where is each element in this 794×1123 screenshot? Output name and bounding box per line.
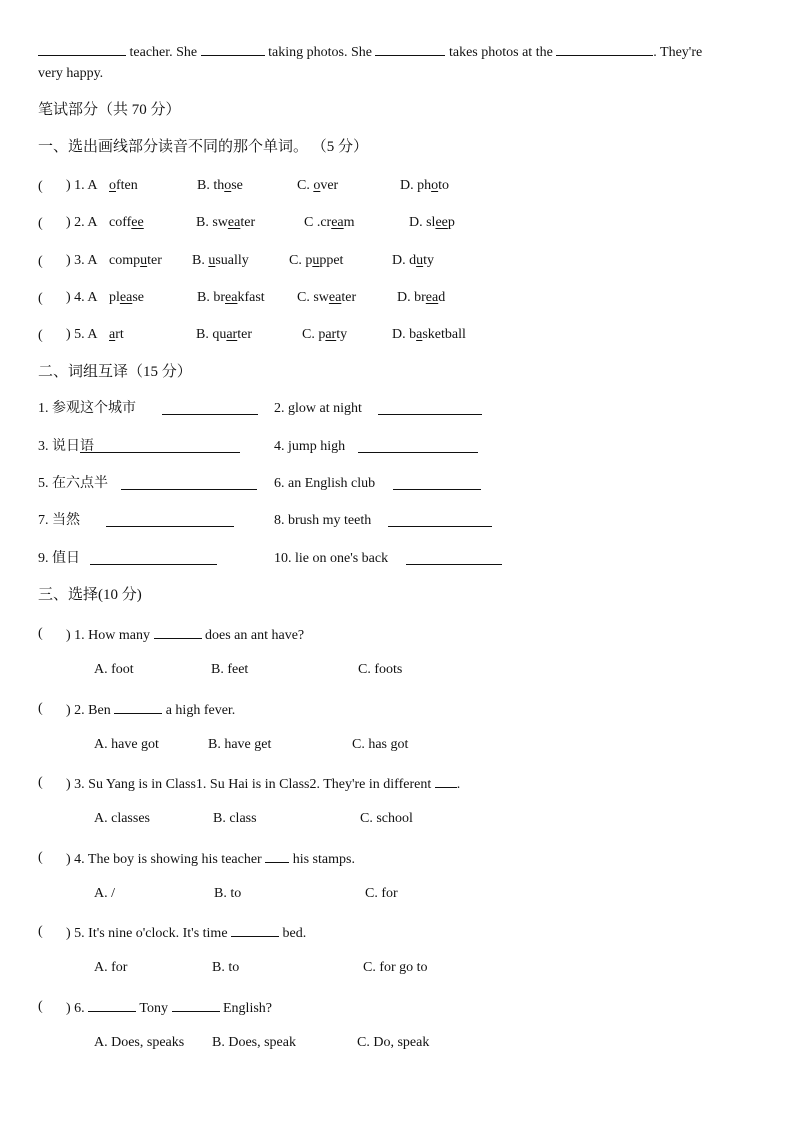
answer-blank[interactable] <box>378 414 482 415</box>
word-text: C. p <box>302 327 326 342</box>
underlined-letters: u <box>312 253 320 268</box>
answer-blank[interactable] <box>172 999 220 1012</box>
answer-paren[interactable]: ( <box>38 701 43 716</box>
underlined-letters: a <box>109 327 116 342</box>
option-a <box>109 179 138 193</box>
section-2-title: 二、词组互译（15 分） <box>38 364 192 380</box>
question-stem <box>66 626 304 643</box>
word-text: D. sl <box>409 215 436 230</box>
underlined-letters: ea <box>331 215 344 230</box>
answer-paren[interactable]: ( <box>38 179 43 194</box>
phrase-text: 3. 说日语 <box>38 439 94 454</box>
underlined-letters: ee <box>131 215 144 230</box>
option-b <box>197 179 243 193</box>
word-text: se <box>132 290 144 305</box>
option-a <box>109 216 144 230</box>
phrase-text: 9. 值日 <box>38 551 80 566</box>
answer-blank[interactable] <box>406 564 502 565</box>
stem-text: ) 6. <box>66 1001 85 1016</box>
option-c <box>297 291 356 305</box>
option-d <box>397 291 445 305</box>
underlined-letters: ar <box>226 327 238 342</box>
option-b <box>192 254 249 268</box>
option-d <box>392 328 466 342</box>
word-text: sually <box>215 253 249 268</box>
option-a <box>109 254 162 268</box>
stem-text: . <box>456 777 461 792</box>
top-text: teacher. She <box>129 45 198 60</box>
top-text: takes photos at the <box>448 45 553 60</box>
underlined-letters: u <box>208 253 216 268</box>
answer-paren[interactable]: ( <box>38 254 43 269</box>
word-text: to <box>438 178 450 193</box>
word-text: pl <box>109 290 120 305</box>
option-a[interactable]: A. have got <box>94 737 159 752</box>
answer-blank[interactable] <box>154 626 202 639</box>
word-text: D. b <box>392 327 417 342</box>
option-a[interactable]: A. foot <box>94 662 134 677</box>
answer-blank[interactable] <box>201 43 265 56</box>
stem-text: ) 3. Su Yang is in Class1. Su Hai is in Class2. They're in different <box>66 777 432 792</box>
option-b[interactable]: B. have get <box>208 737 272 752</box>
option-c <box>297 179 338 193</box>
word-text: C .cr <box>304 215 332 230</box>
answer-blank[interactable] <box>90 564 217 565</box>
word-text: ty <box>423 253 435 268</box>
option-c[interactable]: C. Do, speak <box>357 1035 430 1050</box>
translation-item <box>274 402 362 416</box>
translation-item <box>38 402 136 416</box>
phrase-text: 1. 参观这个城市 <box>38 401 136 416</box>
answer-paren[interactable]: ( <box>38 291 43 306</box>
option-b[interactable]: B. Does, speak <box>212 1035 296 1050</box>
option-a[interactable]: A. for <box>94 960 128 975</box>
option-c[interactable]: C. foots <box>358 662 403 677</box>
stem-text: does an ant have? <box>205 628 305 643</box>
option-d <box>400 179 449 193</box>
underlined-letters: ee <box>435 215 448 230</box>
word-text: B. br <box>197 290 225 305</box>
word-text: se <box>231 178 243 193</box>
stem-text: ) 1. How many <box>66 628 150 643</box>
word-text: C. sw <box>297 290 329 305</box>
phrase-text: 7. 当然 <box>38 513 80 528</box>
word-text: ften <box>116 178 138 193</box>
phrase-text: 8. brush my teeth <box>274 513 372 528</box>
answer-blank[interactable] <box>106 526 234 527</box>
option-c[interactable]: C. has got <box>352 737 409 752</box>
top-line-2: very happy. <box>38 66 104 81</box>
question-stem <box>66 999 272 1016</box>
answer-paren[interactable]: ( <box>38 850 43 865</box>
word-text: coff <box>109 215 132 230</box>
option-a <box>109 291 144 305</box>
option-d <box>409 216 455 230</box>
option-a[interactable]: A. Does, speaks <box>94 1035 185 1050</box>
option-c[interactable]: C. for go to <box>363 960 428 975</box>
word-text: d <box>438 290 446 305</box>
stem-text: ) 2. Ben <box>66 703 111 718</box>
question-stem <box>66 701 235 718</box>
stem-text: ) 4. The boy is showing his teacher <box>66 852 262 867</box>
answer-paren[interactable]: ( <box>38 328 43 343</box>
section-1-title: 一、选出画线部分读音不同的那个单词。 （5 分） <box>38 139 369 155</box>
underlined-letters: ea <box>227 215 241 230</box>
underlined-letters: o <box>224 178 232 193</box>
question-stem <box>66 775 460 792</box>
option-c[interactable]: C. for <box>365 886 398 901</box>
underlined-letters: a <box>416 327 423 342</box>
answer-blank[interactable] <box>231 924 279 937</box>
translation-item <box>38 514 80 528</box>
option-a <box>109 328 124 342</box>
translation-item <box>274 477 375 491</box>
phrase-text: 4. jump high <box>274 439 346 454</box>
phrase-text: 10. lie on one's back <box>274 551 389 566</box>
translation-item <box>274 440 345 454</box>
option-b[interactable]: B. feet <box>211 662 249 677</box>
answer-blank[interactable] <box>80 452 240 453</box>
stem-text: Tony <box>139 1001 168 1016</box>
translation-item <box>38 477 108 491</box>
underlined-letters: o <box>109 178 116 193</box>
answer-paren[interactable]: ( <box>38 924 43 939</box>
answer-paren[interactable]: ( <box>38 999 43 1014</box>
underlined-letters: ea <box>119 290 133 305</box>
option-b[interactable]: B. to <box>214 886 242 901</box>
translation-item <box>274 514 371 528</box>
phrase-text: 5. 在六点半 <box>38 476 108 491</box>
word-text: C. p <box>289 253 313 268</box>
answer-blank[interactable] <box>556 43 653 56</box>
word-text: ter <box>341 290 357 305</box>
question-number: ) 2. A <box>66 215 98 230</box>
question-number: ) 3. A <box>66 253 98 268</box>
option-b[interactable]: B. class <box>213 811 257 826</box>
word-text: rt <box>115 327 124 342</box>
answer-blank[interactable] <box>393 489 481 490</box>
word-text: C. <box>297 178 314 193</box>
phrase-text: 6. an English club <box>274 476 376 491</box>
underlined-letters: u <box>140 253 148 268</box>
word-text: D. br <box>397 290 426 305</box>
stem-text: bed. <box>282 926 307 941</box>
word-text: B. qu <box>196 327 227 342</box>
answer-blank[interactable] <box>162 414 258 415</box>
underlined-letters: ea <box>328 290 342 305</box>
underlined-letters: o <box>431 178 439 193</box>
option-b[interactable]: B. to <box>212 960 240 975</box>
answer-blank[interactable] <box>265 850 289 863</box>
option-b <box>196 216 255 230</box>
translation-item <box>38 552 80 566</box>
word-text: p <box>447 215 455 230</box>
phrase-text: 2. glow at night <box>274 401 362 416</box>
option-c <box>304 216 355 230</box>
word-text: D. ph <box>400 178 432 193</box>
option-d <box>392 254 434 268</box>
underlined-letters: ea <box>425 290 439 305</box>
word-text: B. <box>192 253 209 268</box>
word-text: ver <box>320 178 339 193</box>
word-text: ter <box>147 253 162 268</box>
question-number: ) 1. A <box>66 178 98 193</box>
answer-paren[interactable]: ( <box>38 216 43 231</box>
option-c[interactable]: C. school <box>360 811 413 826</box>
question-stem <box>66 924 306 941</box>
answer-blank[interactable] <box>358 452 478 453</box>
underlined-letters: o <box>313 178 321 193</box>
stem-text: his stamps. <box>292 852 355 867</box>
word-text: B. sw <box>196 215 228 230</box>
section-3-title: 三、选择(10 分) <box>38 587 142 603</box>
answer-blank[interactable] <box>375 43 445 56</box>
stem-text: ) 5. It's nine o'clock. It's time <box>66 926 228 941</box>
word-text: B. th <box>197 178 225 193</box>
answer-blank[interactable] <box>435 775 457 788</box>
word-text: comp <box>109 253 141 268</box>
top-text: taking photos. She <box>268 45 372 60</box>
option-a[interactable]: A. / <box>94 886 115 901</box>
word-text: sketball <box>422 327 466 342</box>
option-c <box>289 254 343 268</box>
answer-blank[interactable] <box>88 999 136 1012</box>
translation-item <box>274 552 388 566</box>
underlined-letters: ea <box>225 290 238 305</box>
answer-blank[interactable] <box>388 526 492 527</box>
option-b <box>197 291 265 305</box>
option-c <box>302 328 347 342</box>
answer-blank[interactable] <box>114 701 162 714</box>
underlined-letters: ar <box>325 327 337 342</box>
word-text: ppet <box>319 253 344 268</box>
word-text: ty <box>336 327 348 342</box>
stem-text: a high fever. <box>165 703 236 718</box>
word-text: kfast <box>237 290 265 305</box>
option-a[interactable]: A. classes <box>94 811 150 826</box>
word-text: ter <box>240 215 256 230</box>
stem-text: English? <box>223 1001 272 1016</box>
top-line-1 <box>38 43 702 60</box>
underlined-letters: u <box>416 253 424 268</box>
answer-paren[interactable]: ( <box>38 775 43 790</box>
answer-blank[interactable] <box>121 489 257 490</box>
answer-blank[interactable] <box>38 43 126 56</box>
top-text: . They're <box>653 45 703 60</box>
question-stem <box>66 850 355 867</box>
word-text: m <box>343 215 355 230</box>
written-header: 笔试部分（共 70 分） <box>38 102 181 118</box>
question-number: ) 4. A <box>66 290 98 305</box>
question-number: ) 5. A <box>66 327 98 342</box>
option-b <box>196 328 252 342</box>
answer-paren[interactable]: ( <box>38 626 43 641</box>
word-text: ter <box>237 327 252 342</box>
word-text: D. d <box>392 253 417 268</box>
